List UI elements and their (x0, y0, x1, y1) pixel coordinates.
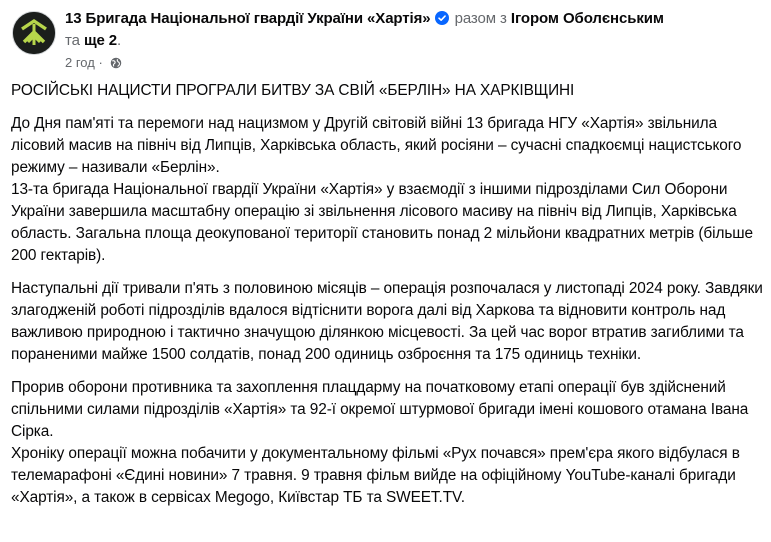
post-paragraph-3: Прорив оборони противника та захоплення плацдарму на початковому етапі операції був здійснений спільними силами підрозділів «Хартія» та 92-ї окремої штурмової бригади імені кошового отамана Івана Сірка. Хроніку операції можна побачити у документальному фільмі «Рух почався» прем'єра якого відбулася в телемарафоні «Єдині новини» 7 травня. 9 травня фільм вийде на офіційному YouTube-каналі бригади «Хартія», а також в сервісах Megogo, Київстар ТБ та SWEET.TV. (11, 379, 749, 506)
post-header (12, 8, 763, 70)
post-paragraph-1: До Дня пам'яті та перемоги над нацизмом у Другій світовій війні 13 бригада НГУ «Хартія» звільнила лісовий масив на північ від Липців, Харківська область, який росіяни – сучасні спадкоємці нацистського режиму – називали «Берлін». 13-та бригада Національної гвардії України «Хартія» у взаємодії з іншими підрозділами Сил Оборони України завершила масштабну операцію зі звільнення лісового масиву на північ від Липців, Харківська область. Загальна площа деокупованої території становить понад 2 мільйони квадратних метрів (більше 200 гектарів). (11, 115, 753, 264)
with-text: разом з (454, 10, 507, 27)
globe-icon[interactable] (110, 57, 122, 69)
brigade-logo-icon (13, 12, 55, 54)
page-avatar[interactable] (12, 11, 56, 55)
and-text: та (65, 32, 80, 49)
header-text (65, 8, 763, 52)
post-time-link[interactable]: 2 год (65, 55, 95, 70)
coauthor-link[interactable]: Ігором Оболєнським (510, 10, 664, 27)
others-link[interactable]: ще 2 (83, 32, 118, 49)
period-text: . (117, 32, 122, 49)
meta-separator: · (98, 55, 103, 70)
post-title: РОСІЙСЬКІ НАЦИСТИ ПРОГРАЛИ БИТВУ ЗА СВІЙ «БЕРЛІН» НА ХАРКІВЩИНІ (11, 82, 575, 99)
post-meta (65, 54, 122, 72)
page-name-link[interactable]: 13 Бригада Національної гвардії України «Хартія» (65, 10, 431, 27)
post-paragraph-2: Наступальні дії тривали п'ять з половиною місяців – операція розпочалася у листопаді 2024 року. Завдяки злагодженій роботі підрозділів вдалося відтіснити ворога далі від Харкова та відновити контроль над важливою природною і тактично значущою ділянкою місцевості. За цей час ворог втратив загиблими та пораненими майже 1500 солдатів, понад 200 одиниць озброєння та 175 одиниць техніки. (11, 280, 763, 363)
verified-badge-icon (435, 11, 449, 25)
post-body (11, 80, 767, 520)
